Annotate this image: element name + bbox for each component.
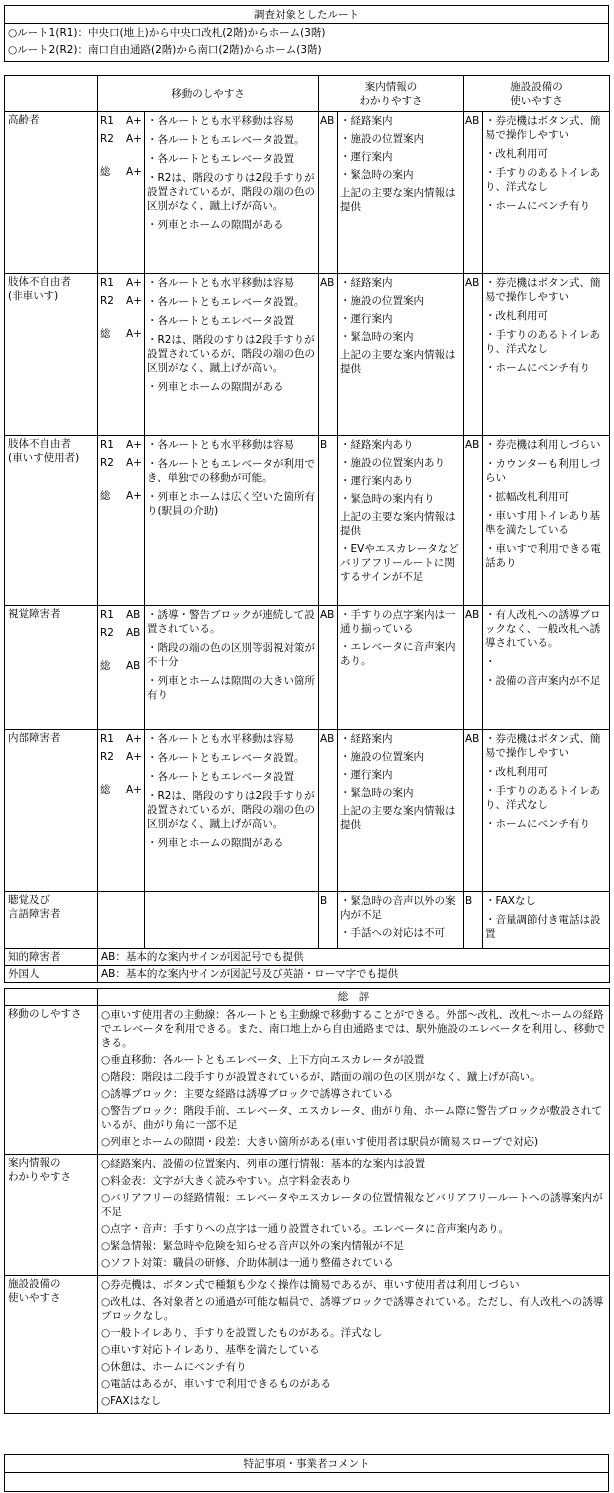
row-text: AB：基本的な案内サインが図記号及び英語・ローマ字でも提供 xyxy=(98,966,610,983)
mobility-note: ・各ルートとも水平移動は容易 xyxy=(147,277,294,289)
summary-title: 総 評 xyxy=(98,989,610,1006)
facility-note: ・音量調節付き電話は設置 xyxy=(485,914,601,940)
mobility-note: ・各ルートともエレベータ設置。 xyxy=(147,134,305,146)
row-info-grade: AB xyxy=(319,274,338,436)
facility-note: ・券売機はボタン式、簡易で操作しやすい xyxy=(485,115,601,141)
mobility-note: ・各ルートともエレベータ設置。 xyxy=(147,752,305,764)
facility-note: ・手すりのあるトイレあり、洋式なし xyxy=(485,167,600,193)
row-ratings xyxy=(98,274,145,436)
facility-note: ・設備の音声案内が不足 xyxy=(485,675,601,687)
summary-items xyxy=(98,1276,610,1414)
row-info xyxy=(338,606,464,730)
row-facility xyxy=(483,436,610,606)
routes-list xyxy=(5,24,609,62)
row-mobility xyxy=(145,892,319,949)
row-info xyxy=(338,436,464,606)
rating-1: R2 A+ xyxy=(100,751,142,763)
row-facility-grade: AB xyxy=(464,274,483,436)
row-info-grade: AB xyxy=(319,112,338,274)
row-facility xyxy=(483,892,610,949)
summary-item: ○料金表：文字が大きく読みやすい。点字料金表あり xyxy=(101,1175,352,1187)
facility-note: ・拡幅改札利用可 xyxy=(485,491,569,503)
row-category: 外国人 xyxy=(5,966,98,983)
summary-item: ○バリアフリーの経路情報：エレベータやエスカレータの位置情報などバリアフリールートへの誘導案内が不足 xyxy=(101,1192,603,1218)
summary-item: ○車いす対応トイレあり、基準を満たしている xyxy=(101,1344,320,1356)
table-row xyxy=(5,892,610,949)
row-mobility xyxy=(145,436,319,606)
summary-items xyxy=(98,1155,610,1276)
rating-2: 総 AB xyxy=(100,660,141,672)
mobility-note: ・R2は、階段のすりは2段手すりが設置されているが、階段の端の色の区別がなく、蹴上げが高い。 xyxy=(147,172,315,212)
table-row xyxy=(5,274,610,436)
info-note: ・運行案内 xyxy=(340,151,393,163)
row-facility-grade: AB xyxy=(464,436,483,606)
summary-item: ○点字・音声：手すりへの点字は一通り設置されている。エレベータに音声案内あり。 xyxy=(101,1223,510,1235)
row-ratings xyxy=(98,606,145,730)
summary-item: ○券売機は、ボタン式で種類も少なく操作は簡易であるが、車いす使用者は利用しづらい xyxy=(101,1279,520,1291)
row-facility-grade: AB xyxy=(464,112,483,274)
summary-label: 案内情報の わかりやすさ xyxy=(5,1155,98,1276)
summary-item: ○階段：階段は二段手すりが設置されているが、踏面の端の色の区別がなく、蹴上げが高い。 xyxy=(101,1071,541,1083)
header-info: 案内情報の わかりやすさ xyxy=(319,76,464,112)
row-category: 聴覚及び 言語障害者 xyxy=(5,892,98,949)
table-row xyxy=(5,730,610,892)
row-category: 肢体不自由者 (車いす使用者) xyxy=(5,436,98,606)
mobility-note: ・列車とホームの隙間がある xyxy=(147,219,284,231)
info-note: ・エレベータに音声案内あり。 xyxy=(340,641,456,667)
row-facility xyxy=(483,730,610,892)
mobility-note: ・各ルートともエレベータ設置。 xyxy=(147,296,305,308)
facility-note: ・ホームにベンチ有り xyxy=(485,200,590,212)
rating-1: R2 A+ xyxy=(100,133,142,145)
mobility-note: ・列車とホームは広く空いた箇所有り(駅員の介助) xyxy=(147,491,315,517)
route-2: ○ルート2(R2)：南口自由通路(2階)から南口(2階)からホーム(3階) xyxy=(8,44,322,56)
mobility-note: ・R2は、階段のすりは2段手すりが設置されているが、階段の端の色の区別がなく、蹴上げが高い。 xyxy=(147,334,315,374)
info-note: ・経路案内 xyxy=(340,277,393,289)
mobility-note: ・各ルートとも水平移動は容易 xyxy=(147,115,294,127)
info-note: ・運行案内 xyxy=(340,769,393,781)
row-category: 肢体不自由者 (非車いす) xyxy=(5,274,98,436)
info-note: ・施設の位置案内 xyxy=(340,751,424,763)
rating-2: 総 A+ xyxy=(100,784,142,796)
mobility-note: ・各ルートとも水平移動は容易 xyxy=(147,733,294,745)
mobility-note: ・各ルートともエレベータ設置 xyxy=(147,153,294,165)
facility-note: ・手すりのあるトイレあり、洋式なし xyxy=(485,785,600,811)
table-row xyxy=(5,436,610,606)
summary-item: ○誘導ブロック：主要な経路は誘導ブロックで誘導されている xyxy=(101,1088,394,1100)
row-info xyxy=(338,892,464,949)
summary-row xyxy=(5,1006,610,1155)
info-note: ・緊急時の案内有り xyxy=(340,493,435,505)
summary-item: ○緊急情報：緊急時や危険を知らせる音声以外の案内情報が不足 xyxy=(101,1240,404,1252)
info-note: ・緊急時の案内 xyxy=(340,787,414,799)
rating-1: R2 AB xyxy=(100,627,141,639)
facility-note: ・車いすで利用できる電話あり xyxy=(485,543,601,569)
summary-label: 移動のしやすさ xyxy=(5,1006,98,1155)
info-note: ・手すりの点字案内は一通り揃っている xyxy=(340,609,456,635)
info-note: ・施設の位置案内 xyxy=(340,133,424,145)
row-mobility xyxy=(145,606,319,730)
row-ratings xyxy=(98,436,145,606)
mobility-note: ・誘導・警告ブロックが連続して設置されている。 xyxy=(147,609,315,635)
routes-title: 調査対象としたルート xyxy=(5,6,609,24)
info-note: ・施設の位置案内あり xyxy=(340,457,445,469)
rating-0: R1 A+ xyxy=(100,277,142,289)
summary-label: 施設設備の 使いやすさ xyxy=(5,1276,98,1414)
row-mobility xyxy=(145,112,319,274)
mobility-note: ・各ルートともエレベータが利用でき、単独での移動が可能。 xyxy=(147,458,315,484)
row-facility xyxy=(483,606,610,730)
info-note: 上記の主要な案内情報は提供 xyxy=(340,805,456,831)
info-note: ・緊急時の案内 xyxy=(340,331,414,343)
rating-2: 総 A+ xyxy=(100,166,142,178)
mobility-note: ・列車とホームの隙間がある xyxy=(147,837,284,849)
info-note: ・運行案内 xyxy=(340,313,393,325)
info-note: 上記の主要な案内情報は提供 xyxy=(340,511,456,537)
info-note: ・緊急時の案内 xyxy=(340,169,414,181)
facility-note: ・有人改札への誘導ブロックなく、一般改札へ誘導されている。 xyxy=(485,609,601,649)
rating-2: 総 A+ xyxy=(100,490,142,502)
row-ratings xyxy=(98,892,145,949)
comments-title: 特記事項・事業者コメント xyxy=(5,1455,609,1473)
summary-item: ○垂直移動：各ルートともエレベータ、上下方向エスカレータが設置 xyxy=(101,1054,425,1066)
info-note: ・経路案内 xyxy=(340,733,393,745)
facility-note: ・車いす用トイレあり基準を満たしている xyxy=(485,510,600,536)
info-note: ・手話への対応は不可 xyxy=(340,927,445,939)
row-category: 内部障害者 xyxy=(5,730,98,892)
summary-row xyxy=(5,1155,610,1276)
row-category: 知的障害者 xyxy=(5,949,98,966)
row-ratings xyxy=(98,730,145,892)
facility-note: ・ホームにベンチ有り xyxy=(485,362,590,374)
row-facility-grade: AB xyxy=(464,730,483,892)
summary-item: ○列車とホームの隙間・段差：大きい箇所がある(車いす使用者は駅員が簡易スロープで対応) xyxy=(101,1136,539,1148)
row-category: 視覚障害者 xyxy=(5,606,98,730)
comments-table xyxy=(4,1454,609,1492)
summary-row xyxy=(5,1276,610,1414)
rating-0: R1 A+ xyxy=(100,115,142,127)
summary-item: ○FAXはなし xyxy=(101,1395,162,1407)
row-facility-grade: B xyxy=(464,892,483,949)
row-info-grade: B xyxy=(319,436,338,606)
facility-note: ・改札利用可 xyxy=(485,766,548,778)
summary-item: ○ソフト対策：職員の研修、介助体制は一通り整備されている xyxy=(101,1257,394,1269)
facility-note: ・FAXなし xyxy=(485,895,536,907)
rating-1: R2 A+ xyxy=(100,457,142,469)
row-mobility xyxy=(145,730,319,892)
summary-item: ○電話はあるが、車いすで利用できるものがある xyxy=(101,1378,331,1390)
summary-table xyxy=(4,988,610,1414)
rating-0: R1 AB xyxy=(100,609,141,621)
mobility-note: ・各ルートともエレベータ設置 xyxy=(147,771,294,783)
info-note: ・緊急時の音声以外の案内が不足 xyxy=(340,895,456,921)
rating-2: 総 A+ xyxy=(100,328,142,340)
route-1: ○ルート1(R1)：中央口(地上)から中央口改札(2階)からホーム(3階) xyxy=(8,27,326,39)
facility-note: ・ xyxy=(485,656,496,668)
row-category: 高齢者 xyxy=(5,112,98,274)
summary-item: ○経路案内、設備の位置案内、列車の運行情報：基本的な案内は設置 xyxy=(101,1158,426,1170)
row-mobility xyxy=(145,274,319,436)
evaluation-table xyxy=(4,75,610,983)
row-info-grade: AB xyxy=(319,606,338,730)
info-note: ・経路案内あり xyxy=(340,439,414,451)
table-row xyxy=(5,949,610,966)
comments-body xyxy=(5,1473,609,1492)
summary-item: ○車いす使用者の主動線：各ルートとも主動線で移動することができる。外部～改札、改札～ホームの経路でエレベータを利用できる。また、南口地上から自由通路までは、駅外施設のエレベータを利用し、移動できる。 xyxy=(101,1009,605,1049)
row-info xyxy=(338,274,464,436)
facility-note: ・券売機はボタン式、簡易で操作しやすい xyxy=(485,733,601,759)
mobility-note: ・各ルートとも水平移動は容易 xyxy=(147,439,294,451)
info-note: ・経路案内 xyxy=(340,115,393,127)
summary-item: ○改札は、各対象者との通過が可能な幅員で、誘導ブロックで誘導されている。ただし、有人改札への誘導ブロックなし。 xyxy=(101,1296,604,1322)
info-note: 上記の主要な案内情報は提供 xyxy=(340,187,456,213)
row-facility xyxy=(483,112,610,274)
summary-items xyxy=(98,1006,610,1155)
row-info-grade: B xyxy=(319,892,338,949)
row-info-grade: AB xyxy=(319,730,338,892)
facility-note: ・カウンターも利用しづらい xyxy=(485,458,601,484)
table-row xyxy=(5,606,610,730)
rating-1: R2 A+ xyxy=(100,295,142,307)
row-text: AB：基本的な案内サインが図記号でも提供 xyxy=(98,949,610,966)
table-row xyxy=(5,966,610,983)
facility-note: ・改札利用可 xyxy=(485,310,548,322)
table-row xyxy=(5,112,610,274)
info-note: ・施設の位置案内 xyxy=(340,295,424,307)
mobility-note: ・列車とホームは隙間の大きい箇所有り xyxy=(147,675,315,701)
facility-note: ・改札利用可 xyxy=(485,148,548,160)
facility-note: ・ホームにベンチ有り xyxy=(485,818,590,830)
info-note: ・運行案内あり xyxy=(340,475,414,487)
header-mobility: 移動のしやすさ xyxy=(98,76,319,112)
info-note: 上記の主要な案内情報は提供 xyxy=(340,349,456,375)
facility-note: ・手すりのあるトイレあり、洋式なし xyxy=(485,329,600,355)
routes-table xyxy=(4,5,609,62)
mobility-note: ・列車とホームの隙間がある xyxy=(147,381,284,393)
row-facility-grade: AB xyxy=(464,606,483,730)
rating-0: R1 A+ xyxy=(100,439,142,451)
row-info xyxy=(338,112,464,274)
summary-item: ○休憩は、ホームにベンチ有り xyxy=(101,1361,247,1373)
row-info xyxy=(338,730,464,892)
summary-item: ○警告ブロック：階段手前、エレベータ、エスカレータ、曲がり角、ホーム際に警告ブロックが敷設されているが、曲がり角に一部不足 xyxy=(101,1105,602,1131)
row-facility xyxy=(483,274,610,436)
summary-item: ○一般トイレあり、手すりを設置したものがある。洋式なし xyxy=(101,1327,383,1339)
mobility-note: ・R2は、階段のすりは2段手すりが設置されているが、階段の端の色の区別がなく、蹴上げが高い。 xyxy=(147,790,315,830)
facility-note: ・券売機は利用しづらい xyxy=(485,439,601,451)
row-ratings xyxy=(98,112,145,274)
info-note: ・EVやエスカレータなどバリアフリールートに関するサインが不足 xyxy=(340,543,459,583)
mobility-note: ・各ルートともエレベータ設置 xyxy=(147,315,294,327)
header-facility: 施設設備の 使いやすさ xyxy=(464,76,610,112)
mobility-note: ・階段の端の色の区別等弱視対策が不十分 xyxy=(147,642,315,668)
facility-note: ・券売機はボタン式、簡易で操作しやすい xyxy=(485,277,601,303)
rating-0: R1 A+ xyxy=(100,733,142,745)
